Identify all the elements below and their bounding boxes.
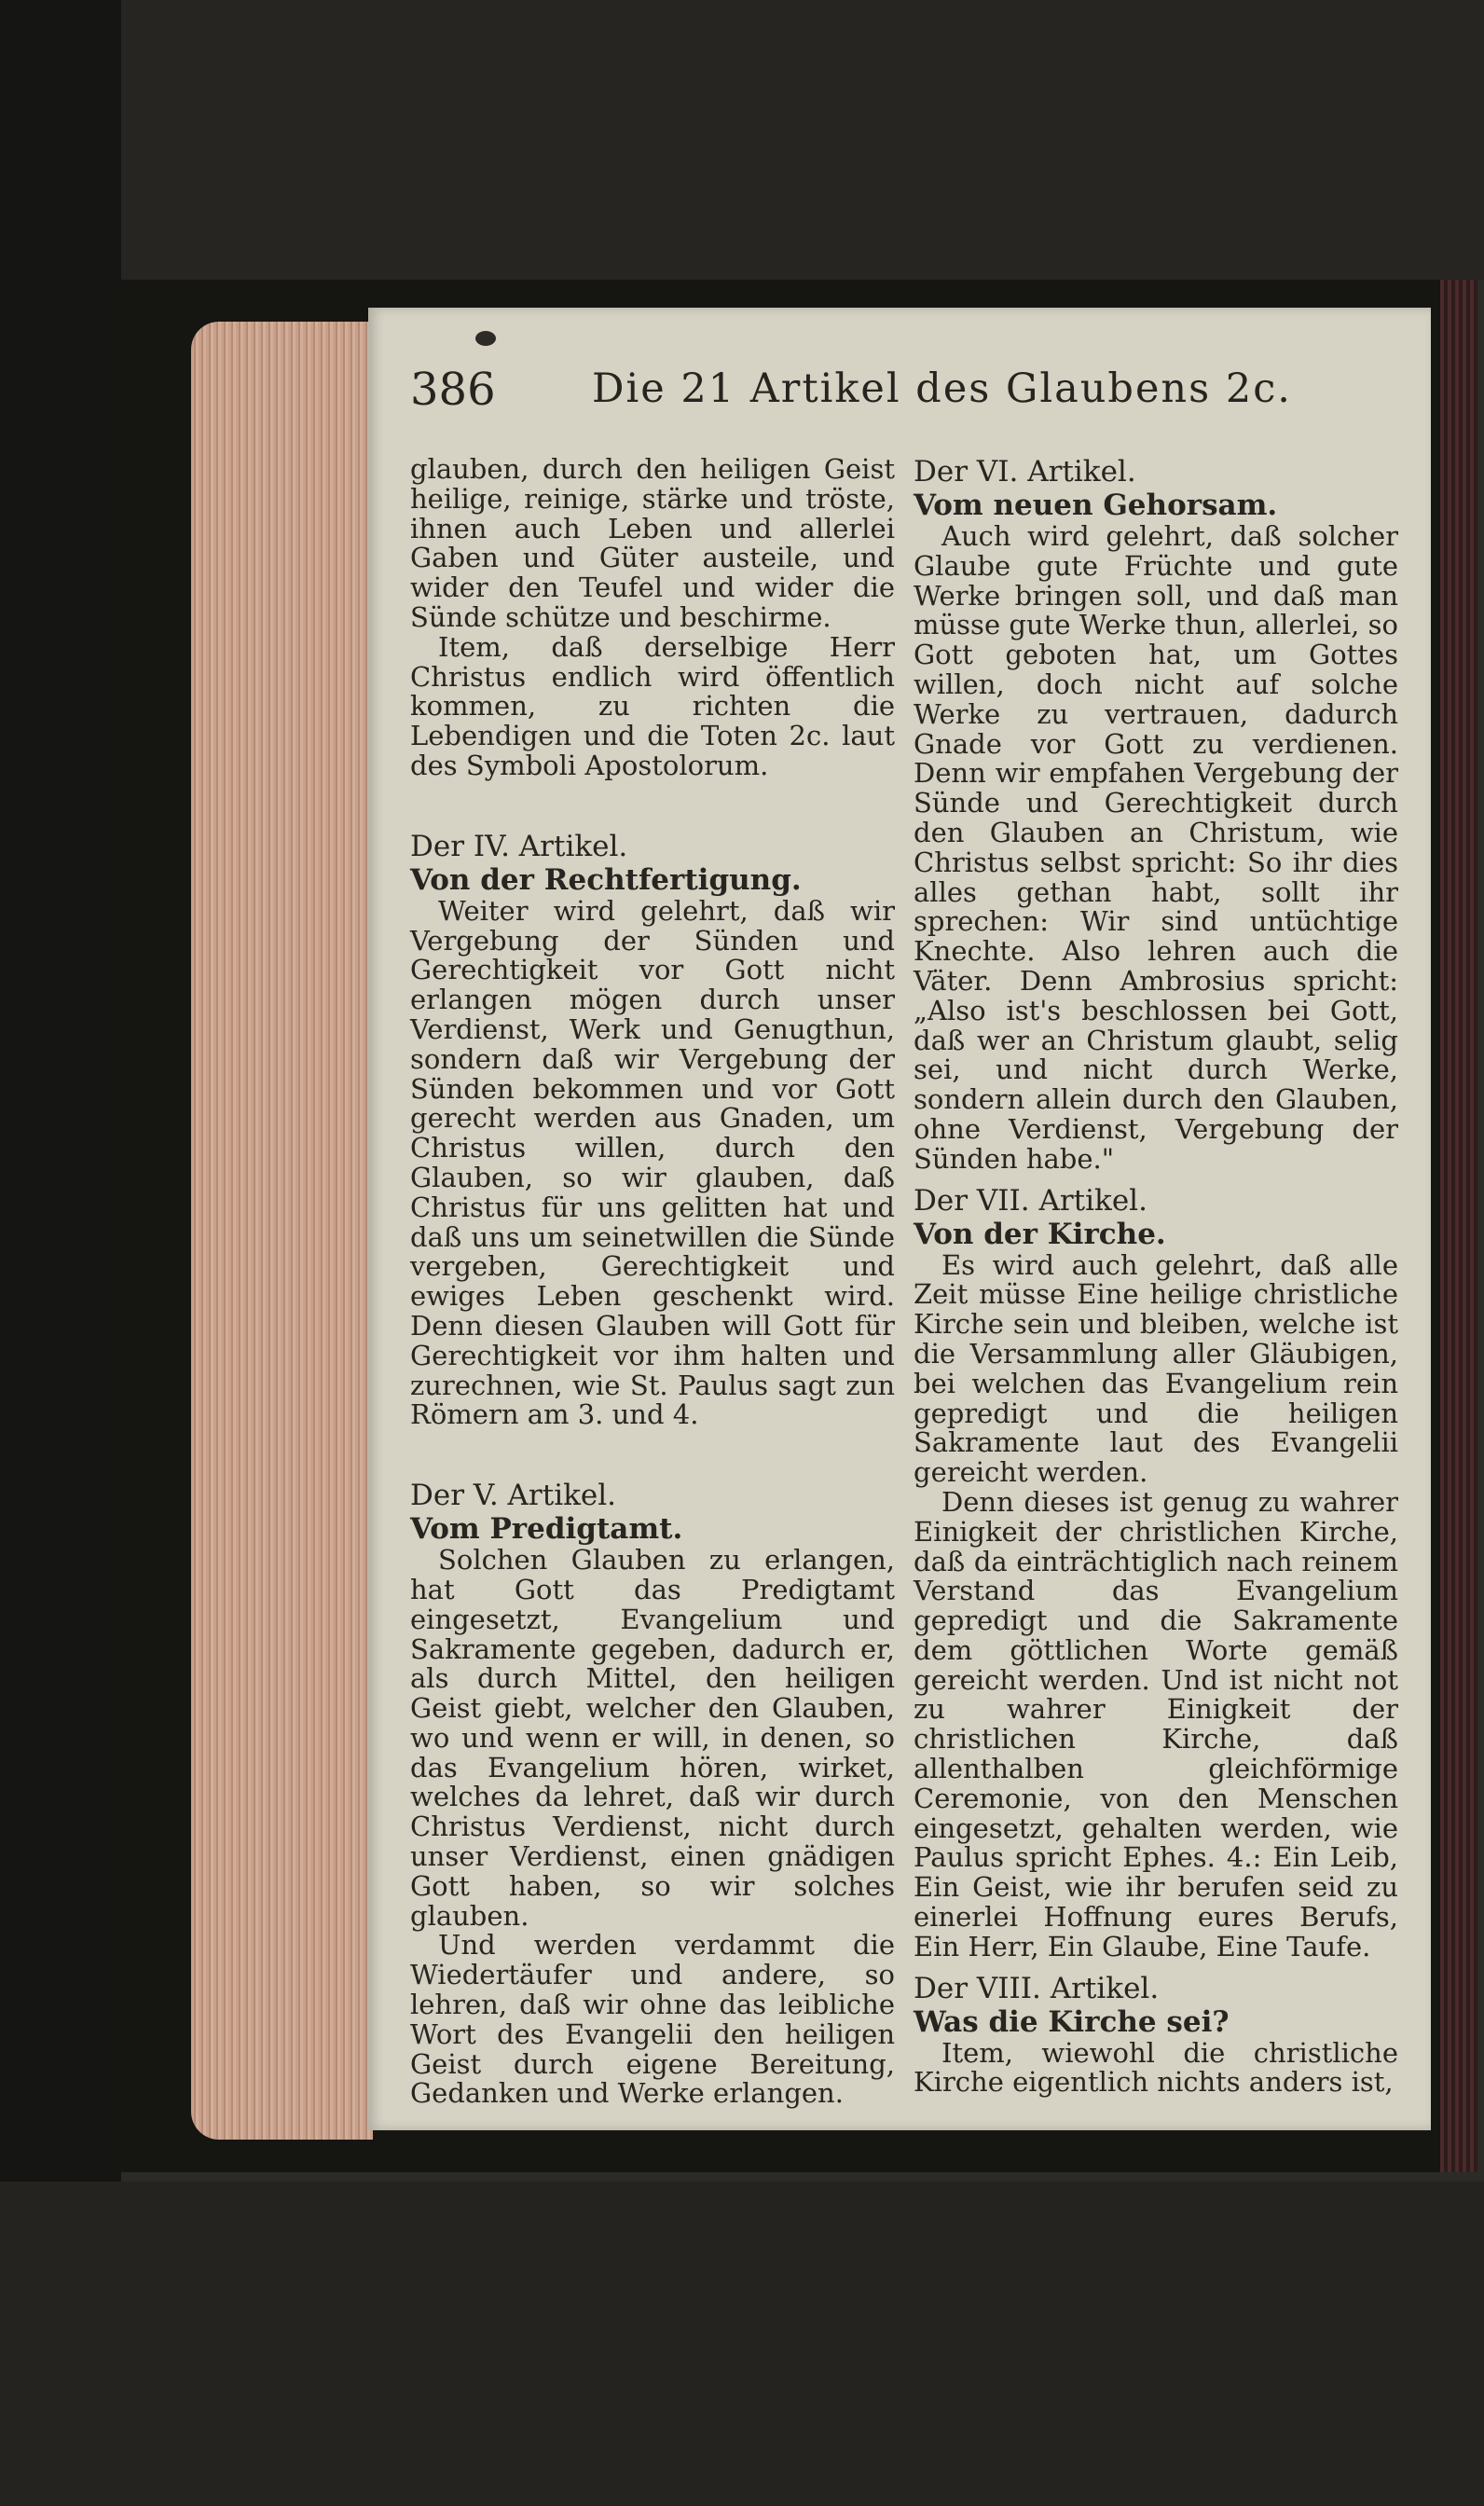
book-cover-spine-edge (1440, 280, 1477, 2172)
article-heading: Der VIII. Artikel. (914, 1971, 1160, 2005)
article-subtitle: Von der Kirche. (914, 1217, 1166, 1251)
background-top (0, 0, 1484, 280)
background-left (0, 0, 121, 2506)
paragraph: glauben, durch den heiligen Geist heilige, reinige, stärke und tröste, ihnen auch Leben und allerlei Gaben und Güter austeile, und wider den Teufel und wider die Sünde schütze und beschirme. (410, 453, 895, 633)
article-heading: Der VI. Artikel. (914, 455, 1136, 489)
right-column (914, 455, 1398, 2098)
paragraph: Denn dieses ist genug zu wahrer Einigkeit der christlichen Kirche, daß da einträchtiglich nach reinem Verstand das Evangelium gepredigt und die Sakramente dem göttlichen Worte gemäß gereicht werden. Und ist nicht not zu wahrer Einigkeit der christlichen Kirche, daß allenthalben gleichförmige Ceremonie, von den Menschen eingesetzt, gehalten werden, wie Paulus spricht Ephes. 4.: Ein Leib, Ein Geist, wie ihr berufen seid zu einerlei Hoffnung eures Berufs, Ein Herr, Ein Glaube, Eine Taufe. (914, 1485, 1398, 1962)
background-bottom (0, 2182, 1484, 2506)
paragraph: Item, wiewohl die christliche Kirche eigentlich nichts anders ist, (914, 2036, 1398, 2099)
paragraph: Solchen Glauben zu erlangen, hat Gott das Predigtamt eingesetzt, Evangelium und Sakramente gegeben, dadurch er, als durch Mittel, den heiligen Geist giebt, welcher den Glauben, wo und wenn er will, in denen, so das Evangelium hören, wirket, welches da lehret, daß wir durch Christus Verdienst, nicht durch unser Verdienst, einen gnädigen Gott haben, so wir solches glauben. (410, 1544, 895, 1932)
paragraph: Auch wird gelehrt, daß solcher Glaube gute Früchte und gute Werke bringen soll, und daß man müsse gute Werke thun, allerlei, so Gott geboten hat, um Gottes willen, doch nicht auf solche Werke zu vertrauen, dadurch Gnade vor Gott zu verdienen. Denn wir empfahen Vergebung der Sünde und Gerechtigkeit durch den Glauben an Christum, wie Christus selbst spricht: So ihr dies alles gethan habt, sollt ihr sprechen: Wir sind untüchtige Knechte. Also lehren auch die Väter. Denn Ambrosius spricht: „Also ist's beschlossen bei Gott, daß wer an Christum glaubt, selig sei, und nicht durch Werke, sondern allein durch den Glauben, ohne Verdienst, Vergebung der Sünden habe." (914, 520, 1398, 1175)
article-subtitle: Von der Rechtfertigung. (410, 862, 802, 897)
article-heading: Der IV. Artikel. (410, 829, 628, 863)
page-number: 386 (410, 364, 496, 416)
article-heading: Der VII. Artikel. (914, 1183, 1147, 1218)
paragraph: Es wird auch gelehrt, daß alle Zeit müsse Eine heilige christliche Kirche sein und bleiben, welche ist die Versammlung aller Gläubigen, bei welchen das Evangelium rein gepredigt und die heiligen Sakramente laut des Evangelii gereicht werden. (914, 1248, 1398, 1489)
paragraph: Item, daß derselbige Herr Christus endlich wird öffentlich kommen, zu richten die Lebendigen und die Toten 2c. laut des Symboli Apostolorum. (410, 630, 895, 781)
paragraph: Weiter wird gelehrt, daß wir Vergebung der Sünden und Gerechtigkeit vor Gott nicht erlangen mögen durch unser Verdienst, Werk und Genugthun, sondern daß wir Vergebung der Sünden bekommen und vor Gott gerecht werden aus Gnaden, um Christus willen, durch den Glauben, so wir glauben, daß Christus für uns gelitten hat und daß uns um seinetwillen die Sünde vergeben, Gerechtigkeit und ewiges Leben geschenkt wird. Denn diesen Glauben will Gott für Gerechtigkeit vor ihm halten und zurechnen, wie St. Paulus sagt zun Römern am 3. und 4. (410, 894, 895, 1431)
article-subtitle: Vom Predigtamt. (410, 1512, 683, 1547)
article-subtitle: Vom neuen Gehorsam. (914, 489, 1278, 522)
ink-spot (475, 331, 496, 346)
paragraph: Und werden verdammt die Wiedertäufer und andere, so lehren, daß wir ohne das leibliche Wort des Evangelii den heiligen Geist durch eigene Bereitung, Gedanken und Werke erlangen. (410, 1929, 895, 2110)
left-column (410, 455, 895, 2109)
running-title: Die 21 Artikel des Glaubens 2c. (592, 365, 1292, 412)
page-edges (191, 322, 373, 2140)
article-heading: Der V. Artikel. (410, 1479, 617, 1513)
article-subtitle: Was die Kirche sei? (914, 2004, 1230, 2039)
